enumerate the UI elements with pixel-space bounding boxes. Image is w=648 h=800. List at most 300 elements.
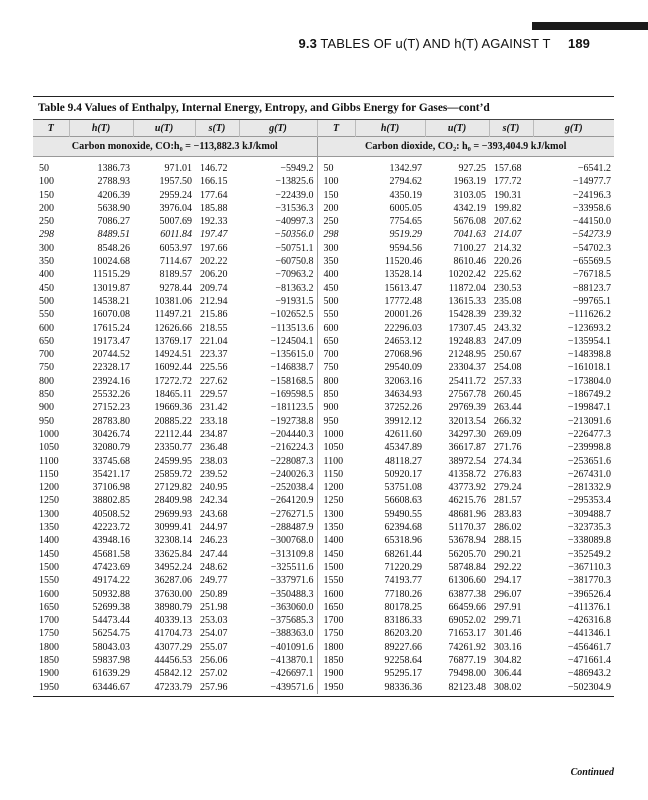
table-cell: 4350.19 (389, 189, 422, 201)
table-cell: 25859.72 (154, 468, 192, 480)
table-cell: 50 (39, 163, 49, 174)
decorative-header-bar (532, 22, 648, 30)
running-head (0, 36, 590, 51)
table-cell: 1350 (39, 522, 59, 534)
table-row (33, 574, 614, 587)
table-cell: 92258.64 (384, 654, 422, 666)
table-cell: 28409.98 (154, 495, 192, 507)
table-cell: 63446.67 (92, 681, 130, 693)
table-cell: 197.66 (200, 242, 228, 254)
table-cell: 1450 (39, 548, 59, 560)
table-cell: −352549.2 (567, 548, 611, 560)
table-cell: 35421.17 (92, 468, 130, 480)
table-cell: −70963.2 (239, 268, 317, 281)
table-cell: 1750 (39, 628, 59, 640)
table-cell: 1800 (323, 641, 344, 653)
table-cell: 1550 (323, 575, 344, 587)
column-header: u(T) (133, 120, 195, 137)
table-cell: 550 (323, 309, 339, 321)
table-cell: −161018.1 (567, 362, 611, 374)
column-header-row (33, 120, 614, 137)
table-cell: 850 (323, 389, 339, 401)
table-cell: 1750 (323, 628, 344, 640)
continued-note: Continued (570, 767, 614, 778)
table-cell: 7100.27 (453, 242, 486, 254)
table-cell: 230.53 (494, 282, 522, 294)
table-cell: 54473.44 (92, 615, 130, 627)
table-cell: 500 (323, 295, 339, 307)
table-cell: 11515.29 (92, 269, 130, 281)
table-cell: 63877.38 (448, 588, 486, 600)
table-cell: 7041.63 (453, 229, 486, 241)
table-cell: 71653.17 (448, 628, 486, 640)
table-cell: 150 (39, 189, 54, 201)
table-cell: 292.22 (494, 561, 522, 573)
table-cell: 700 (39, 349, 54, 361)
table-cell: 43077.29 (154, 641, 192, 653)
table-cell: −6541.2 (577, 163, 611, 174)
table-cell: 3976.04 (159, 202, 192, 214)
table-cell: 300 (39, 242, 54, 254)
table-cell: 236.48 (200, 442, 228, 454)
table-cell: −288487.9 (239, 521, 317, 534)
table-cell: 46215.76 (448, 495, 486, 507)
table-cell: 24599.95 (154, 455, 192, 467)
table-row (33, 441, 614, 454)
table-cell: −411376.1 (568, 601, 611, 613)
table-cell: 19669.36 (154, 402, 192, 414)
table-cell: 600 (323, 322, 339, 334)
table-cell: 23350.77 (154, 442, 192, 454)
table-row (33, 282, 614, 295)
table-cell: 927.25 (458, 163, 486, 174)
table-cell: 10202.42 (448, 269, 486, 281)
table-cell: 301.46 (494, 628, 522, 640)
table-cell: 1900 (323, 668, 344, 680)
table-cell: −456461.7 (567, 641, 611, 653)
table-cell: 8489.51 (97, 229, 130, 241)
table-cell: 32013.54 (448, 415, 486, 427)
table-cell: 56608.63 (384, 495, 422, 507)
table-cell: 30999.41 (154, 522, 192, 534)
table-cell: 225.62 (494, 269, 522, 281)
table-cell: 22328.17 (92, 362, 130, 374)
table-cell: −252038.4 (239, 481, 317, 494)
table-cell: 77180.26 (384, 588, 422, 600)
table-cell: 76877.19 (448, 654, 486, 666)
table-cell: 1342.97 (389, 163, 422, 174)
table-cell: 260.45 (494, 389, 522, 401)
table-cell: 269.09 (494, 428, 522, 440)
table-row (33, 189, 614, 202)
table-cell: −388363.0 (239, 627, 317, 640)
column-header: h(T) (69, 120, 133, 137)
table-cell: 290.21 (494, 548, 522, 560)
table-cell: −502304.9 (567, 681, 611, 693)
table-row (33, 401, 614, 414)
table-cell: 1800 (39, 641, 59, 653)
table-cell: 34297.30 (448, 428, 486, 440)
table-cell: 28783.80 (92, 415, 130, 427)
table-cell: 95295.17 (384, 668, 422, 680)
table-cell: 59837.98 (92, 654, 130, 666)
table-cell: −264120.9 (239, 494, 317, 507)
table-cell: 51170.37 (448, 522, 486, 534)
table-cell: 2788.93 (97, 176, 130, 188)
table-cell: 450 (39, 282, 54, 294)
table-cell: 350 (323, 256, 339, 268)
table-cell: 3103.05 (453, 189, 486, 201)
table-row (33, 322, 614, 335)
table-cell: −60750.8 (239, 255, 317, 268)
table-cell: 1700 (323, 615, 344, 627)
table-cell: −401091.6 (239, 641, 317, 654)
table-cell: −81363.2 (239, 282, 317, 295)
table-cell: 255.07 (200, 641, 228, 653)
table-cell: 17615.24 (92, 322, 130, 334)
table-cell: 1400 (39, 535, 59, 547)
table-cell: 37630.00 (154, 588, 192, 600)
table-cell: −5949.2 (239, 157, 317, 176)
table-cell: 1500 (39, 561, 59, 573)
table-cell: 950 (323, 415, 339, 427)
table-cell: −228087.3 (239, 455, 317, 468)
table-cell: 263.44 (494, 402, 522, 414)
table-cell: 1850 (39, 654, 59, 666)
table-cell: 950 (39, 415, 54, 427)
table-cell: 6005.05 (389, 202, 422, 214)
table-cell: 2794.62 (389, 176, 422, 188)
table-cell: 33625.84 (154, 548, 192, 560)
table-cell: 146.72 (200, 163, 228, 174)
table-cell: 197.47 (200, 229, 228, 241)
table-cell: −309488.7 (567, 508, 611, 520)
table-cell: 150 (323, 189, 339, 201)
table-cell: −24196.3 (572, 189, 611, 201)
table-cell: −65569.5 (572, 256, 611, 268)
table-cell: 244.97 (200, 522, 228, 534)
table-cell: 74261.92 (448, 641, 486, 653)
table-cell: 13769.17 (154, 335, 192, 347)
table-cell: 239.32 (494, 309, 522, 321)
table-cell: 207.62 (494, 216, 522, 228)
table-cell: 800 (39, 375, 54, 387)
table-cell: 256.06 (200, 654, 228, 666)
table-cell: 58748.84 (448, 561, 486, 573)
table-cell: 15428.39 (448, 309, 486, 321)
table-cell: −173804.0 (567, 375, 611, 387)
table-row (33, 255, 614, 268)
column-header: T (317, 120, 355, 137)
table-cell: 8610.46 (453, 256, 486, 268)
table-cell: 238.03 (200, 455, 228, 467)
table-cell: −426697.1 (239, 667, 317, 680)
table-cell: 1000 (39, 428, 59, 440)
table-row (33, 388, 614, 401)
table-cell: 350 (39, 256, 54, 268)
table-cell: −181123.5 (239, 401, 317, 414)
table-cell: 29540.09 (384, 362, 422, 374)
table-cell: −267431.0 (567, 468, 611, 480)
table-cell: −337971.6 (239, 574, 317, 587)
column-header: s(T) (195, 120, 239, 137)
data-table-container (33, 96, 614, 697)
table-cell: −240026.3 (239, 468, 317, 481)
table-cell: −486943.2 (567, 668, 611, 680)
table-cell: 7086.27 (97, 216, 130, 228)
table-cell: 13615.33 (448, 295, 486, 307)
column-header: h(T) (355, 120, 425, 137)
table-cell: 1700 (39, 615, 59, 627)
table-cell: 242.34 (200, 495, 228, 507)
table-body (33, 157, 614, 694)
table-cell: 100 (39, 176, 54, 188)
table-cell: 1300 (39, 508, 59, 520)
table-cell: 215.86 (200, 309, 228, 321)
table-cell: 550 (39, 309, 54, 321)
table-cell: −204440.3 (239, 428, 317, 441)
table-row (33, 481, 614, 494)
table-cell: −323735.3 (567, 522, 611, 534)
table-cell: 1600 (39, 588, 59, 600)
table-cell: 650 (323, 335, 339, 347)
table-cell: 98336.36 (384, 681, 422, 693)
table-cell: 65318.96 (384, 535, 422, 547)
table-cell: 45842.12 (154, 668, 192, 680)
section-title: TABLES OF u(T) AND h(T) AGAINST T (320, 36, 551, 51)
table-row (33, 508, 614, 521)
table-cell: 239.52 (200, 468, 228, 480)
table-cell: 44456.53 (154, 654, 192, 666)
table-cell: 23304.37 (448, 362, 486, 374)
table-cell: 157.68 (494, 163, 522, 174)
table-cell: 274.34 (494, 455, 522, 467)
table-cell: 20885.22 (154, 415, 192, 427)
table-cell: −31536.3 (239, 202, 317, 215)
page-number: 189 (568, 36, 590, 51)
table-cell: 304.82 (494, 654, 522, 666)
table-cell: 9278.44 (159, 282, 192, 294)
table-cell: −367110.3 (568, 561, 611, 573)
table-cell: 234.87 (200, 428, 228, 440)
table-cell: 1150 (323, 468, 344, 480)
table-cell: 199.82 (494, 202, 522, 214)
table-cell: −33958.6 (572, 202, 611, 214)
table-cell: 34634.93 (384, 389, 422, 401)
table-cell: 200 (39, 202, 54, 214)
table-cell: 1963.19 (453, 176, 486, 188)
table-cell: 286.02 (494, 522, 522, 534)
table-cell: 750 (39, 362, 54, 374)
group-header-carbon-dioxide: Carbon dioxide, CO₂: h₀ = −393,404.9 kJ/kmol (317, 137, 614, 157)
table-cell: −54273.9 (571, 229, 611, 241)
table-cell: −295353.4 (567, 495, 611, 507)
table-bottom-rule (33, 696, 614, 697)
table-cell: −281332.9 (567, 482, 611, 494)
table-cell: 298 (323, 229, 339, 241)
table-cell: 650 (39, 335, 54, 347)
table-cell: 38802.85 (92, 495, 130, 507)
table-cell: 13019.87 (92, 282, 130, 294)
table-cell: 7754.65 (389, 216, 422, 228)
table-cell: 48681.96 (448, 508, 486, 520)
table-cell: 303.16 (494, 641, 522, 653)
table-cell: 80178.25 (384, 601, 422, 613)
table-cell: 257.96 (200, 681, 228, 693)
table-cell: −158168.5 (239, 375, 317, 388)
table-cell: 52699.38 (92, 601, 130, 613)
table-cell: −363060.0 (239, 601, 317, 614)
table-cell: 223.37 (200, 349, 228, 361)
table-cell: 212.94 (200, 295, 228, 307)
table-cell: 29769.39 (448, 402, 486, 414)
table-cell: 1850 (323, 654, 344, 666)
table-cell: 5007.69 (159, 216, 192, 228)
table-cell: 297.91 (494, 601, 522, 613)
table-cell: 257.33 (494, 375, 522, 387)
table-cell: 209.74 (200, 282, 228, 294)
table-cell: 5638.90 (97, 202, 130, 214)
column-header: g(T) (533, 120, 614, 137)
table-cell: 279.24 (494, 482, 522, 494)
table-cell: −226477.3 (567, 428, 611, 440)
table-cell: 299.71 (494, 615, 522, 627)
table-cell: −276271.5 (239, 508, 317, 521)
column-header: T (33, 120, 69, 137)
table-cell: 40508.52 (92, 508, 130, 520)
table-cell: 19173.47 (92, 335, 130, 347)
table-cell: 27129.82 (154, 482, 192, 494)
table-cell: −148398.8 (567, 349, 611, 361)
table-cell: 254.07 (200, 628, 228, 640)
table-row (33, 455, 614, 468)
table-cell: 221.04 (200, 335, 228, 347)
table-cell: 296.07 (494, 588, 522, 600)
table-cell: 49174.22 (92, 575, 130, 587)
table-row (33, 375, 614, 388)
table-cell: 33745.68 (92, 455, 130, 467)
table-row (33, 335, 614, 348)
table-row (33, 428, 614, 441)
table-cell: 300 (323, 242, 339, 254)
table-row (33, 601, 614, 614)
table-cell: 400 (323, 269, 339, 281)
table-cell: 1957.50 (159, 176, 192, 188)
table-cell: −50751.1 (239, 242, 317, 255)
table-cell: 246.23 (200, 535, 228, 547)
table-cell: 202.22 (200, 256, 228, 268)
table-cell: 62394.68 (384, 522, 422, 534)
table-cell: 42611.60 (384, 428, 422, 440)
table-cell: 14924.51 (154, 349, 192, 361)
table-cell: 56205.70 (448, 548, 486, 560)
table-cell: 249.77 (200, 575, 228, 587)
table-cell: 288.15 (494, 535, 522, 547)
table-cell: 4342.19 (453, 202, 486, 214)
table-cell: 900 (323, 402, 339, 414)
table-cell: 89227.66 (384, 641, 422, 653)
table-cell: −135954.1 (567, 335, 611, 347)
table-row (33, 361, 614, 374)
table-cell: 27567.78 (448, 389, 486, 401)
table-cell: 247.09 (494, 335, 522, 347)
table-cell: 74193.77 (384, 575, 422, 587)
table-cell: −146838.7 (239, 361, 317, 374)
table-cell: 56254.75 (92, 628, 130, 640)
table-cell: 66459.66 (448, 601, 486, 613)
table-cell: 13528.14 (384, 269, 422, 281)
table-cell: 37106.98 (92, 482, 130, 494)
table-cell: 17772.48 (384, 295, 422, 307)
table-cell: −102652.5 (239, 308, 317, 321)
table-cell: −14977.7 (572, 176, 611, 188)
table-cell: 271.76 (494, 442, 522, 454)
table-cell: 250.67 (494, 349, 522, 361)
table-cell: 25411.72 (448, 375, 486, 387)
table-cell: −216224.3 (239, 441, 317, 454)
table-cell: 1600 (323, 588, 344, 600)
table-row (33, 548, 614, 561)
table-cell: 21248.95 (448, 349, 486, 361)
table-cell: 2959.24 (159, 189, 192, 201)
table-cell: 15613.47 (384, 282, 422, 294)
table-row (33, 242, 614, 255)
table-cell: 500 (39, 295, 54, 307)
table-cell: 58043.03 (92, 641, 130, 653)
group-header-row (33, 137, 614, 157)
table-cell: −169598.5 (239, 388, 317, 401)
table-cell: 308.02 (494, 681, 522, 693)
table-cell: 83186.33 (384, 615, 422, 627)
table-cell: 1200 (39, 482, 59, 494)
table-cell: −396526.4 (567, 588, 611, 600)
table-cell: 11872.04 (448, 282, 486, 294)
table-cell: 1050 (39, 442, 59, 454)
column-header: g(T) (239, 120, 317, 137)
table-cell: 45681.58 (92, 548, 130, 560)
table-cell: −439571.6 (239, 681, 317, 694)
table-row (33, 228, 614, 241)
table-row (33, 295, 614, 308)
table-row (33, 202, 614, 215)
table-cell: 1000 (323, 428, 344, 440)
table-cell: 177.72 (494, 176, 522, 188)
table-cell: 1650 (323, 601, 344, 613)
table-cell: 20001.26 (384, 309, 422, 321)
table-row (33, 627, 614, 640)
table-cell: 235.08 (494, 295, 522, 307)
table-row (33, 415, 614, 428)
table-cell: −441346.1 (567, 628, 611, 640)
table-cell: 243.68 (200, 508, 228, 520)
table-cell: 1950 (39, 681, 59, 693)
table-cell: 1250 (323, 495, 344, 507)
table-cell: 9519.29 (389, 229, 422, 241)
table-cell: 700 (323, 349, 339, 361)
table-cell: −22439.0 (239, 189, 317, 202)
table-cell: 971.01 (164, 163, 192, 174)
table-cell: 40339.13 (154, 615, 192, 627)
table-cell: 39912.12 (384, 415, 422, 427)
table-cell: 1200 (323, 482, 344, 494)
table-cell: 38972.54 (448, 455, 486, 467)
table-cell: 900 (39, 402, 54, 414)
table-cell: 32080.79 (92, 442, 130, 454)
table-cell: −426316.8 (567, 615, 611, 627)
table-caption: Table 9.4 Values of Enthalpy, Internal Energy, Entropy, and Gibbs Energy for Gases—cont’d (38, 102, 490, 114)
table-cell: 23924.16 (92, 375, 130, 387)
table-cell: 1950 (323, 681, 344, 693)
